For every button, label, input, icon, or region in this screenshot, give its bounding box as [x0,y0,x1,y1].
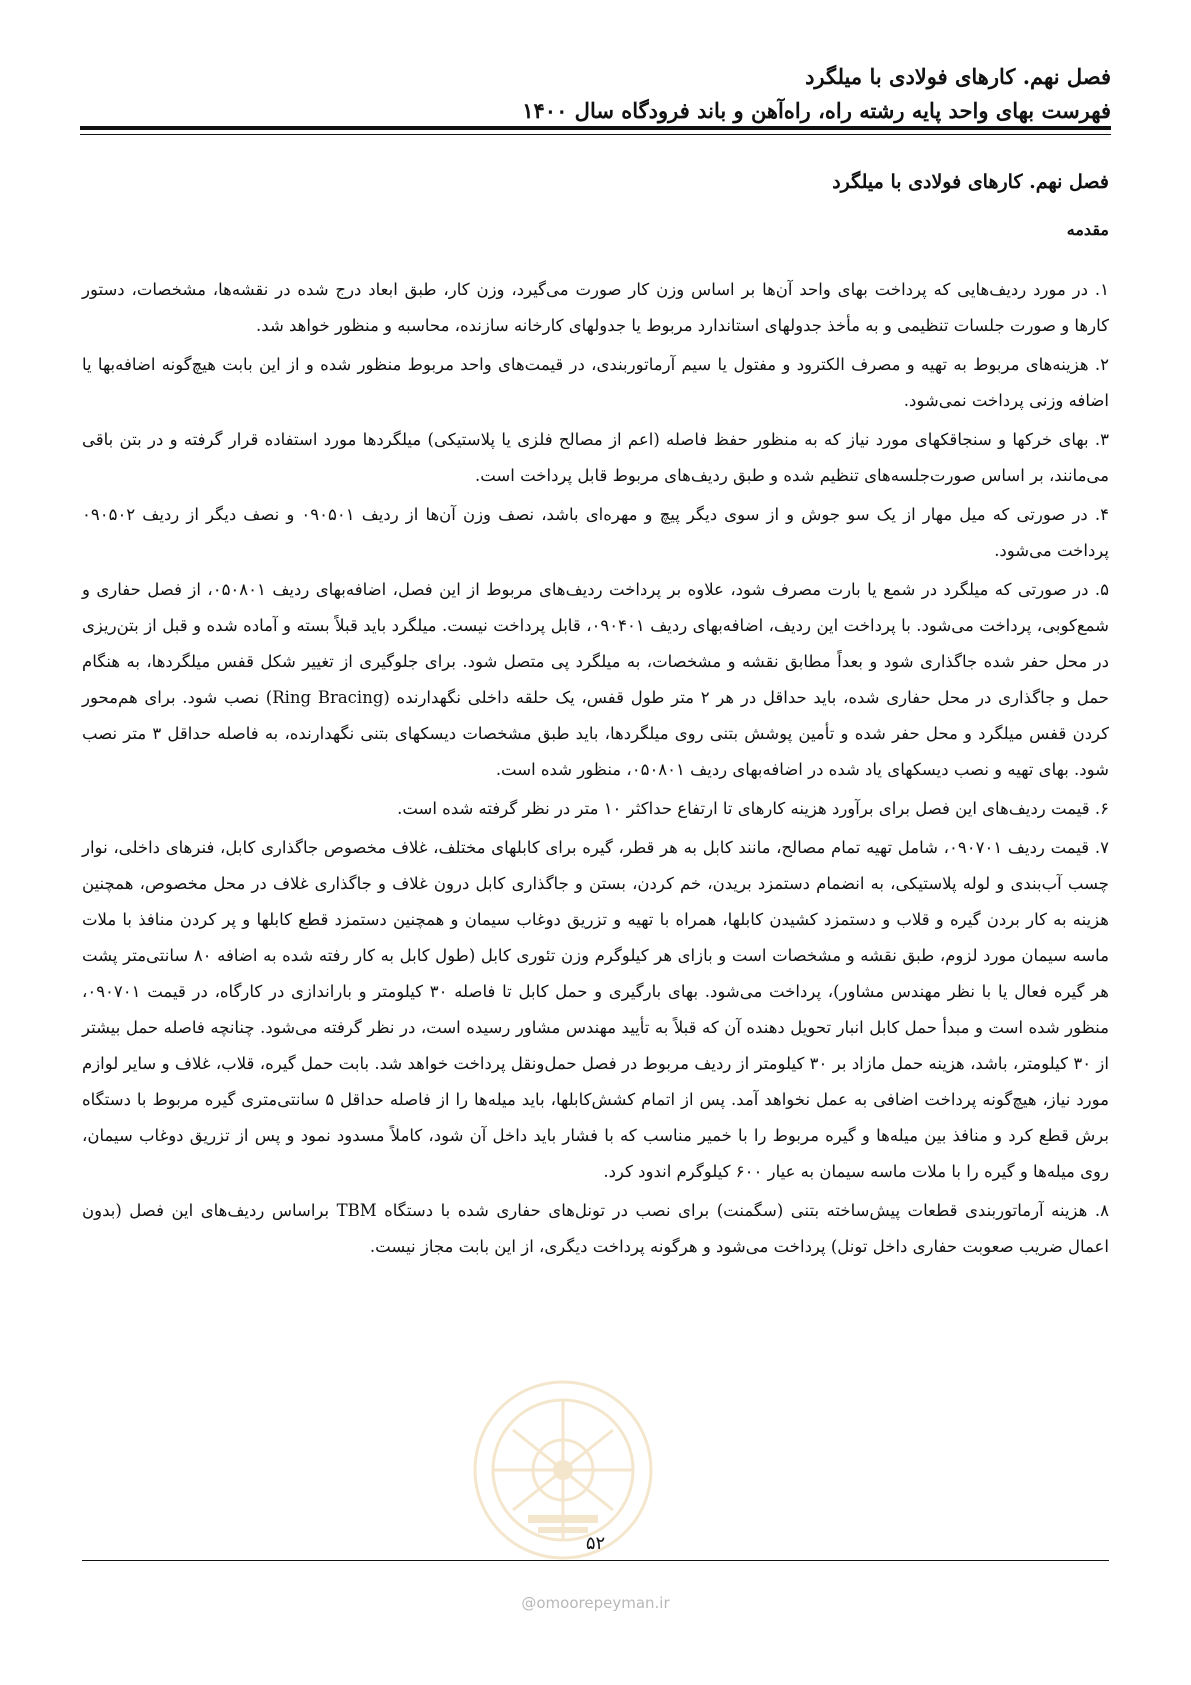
paragraph-6: ۶. قیمت ردیف‌های این فصل برای برآورد هزینه کارهای تا ارتفاع حداکثر ۱۰ متر در نظر گرفته شده است. [397,799,1109,818]
paragraph-7: ۷. قیمت ردیف ۰۹۰۷۰۱، شامل تهیه تمام مصالح، مانند کابل به هر قطر، گیره برای کابلهای مختلف، غلاف مخصوص جاگذاری کابل، فنرهای داخلی، نوار چسب آب‌بندی و لوله پلاستیکی، به انضمام دستمزد بریدن، خم کردن، بستن و جاگذاری کابل درون غلاف و جاگذاری غلاف در محل مخصوص، همچنین هزینه به کار بردن گیره و قلاب و دستمزد کشیدن کابلها، همراه با تهیه و تزریق دوغاب سیمان و همچنین دستمزد قطع کابلها و پر کردن منافذ با ملات ماسه سیمان مورد لزوم، طبق نقشه و مشخصات است و بازای هر کیلوگرم وزن تئوری کابل (طول کابل به کار رفته شده به اضافه ۸۰ سانتی‌متر پشت هر گیره فعال یا با نظر مهندس مشاور)، پرداخت می‌شود. بهای بارگیری و حمل کابل تا فاصله ۳۰ کیلومتر و باراندازی در کارگاه، در قیمت ۰۹۰۷۰۱، منظور شده است و مبدأ حمل کابل انبار تحویل دهنده آن که قبلاً به تأیید مهندس مشاور رسیده است، در نظر گرفته می‌شود. چنانچه فاصله حمل بیشتر از ۳۰ کیلومتر، باشد، هزینه حمل مازاد بر ۳۰ کیلومتر از ردیف مربوط در فصل حمل‌ونقل پرداخت خواهد شد. بابت حمل گیره، قلاب، غلاف و سایر لوازم مورد نیاز، هیچ‌گونه پرداخت اضافی به عمل نخواهد آمد. پس از اتمام کشش‌کابلها، باید میله‌ها را از فاصله حداقل ۵ سانتی‌متری گیره مربوط با دستگاه برش قطع کرد و منافذ بین میله‌ها و گیره مربوط را با خمیر مناسب که با فشار باید داخل آن شود، کاملاً مسدود نمود و پس از تزریق دوغاب سیمان، روی میله‌ها و گیره را با ملات ماسه سیمان به عیار ۶۰۰ کیلوگرم اندود کرد. [82,838,1110,1181]
page-number: ۵۲ [585,1533,606,1554]
paragraph-4: ۴. در صورتی که میل مهار از یک سو جوش و از سوی دیگر پیچ و مهره‌ای باشد، نصف وزن آن‌ها از ردیف ۰۹۰۵۰۱ و نصف دیگر از ردیف ۰۹۰۵۰۲ پرداخت می‌شود. [82,505,1109,560]
footer-rule [82,1560,1109,1561]
paragraph-1: ۱. در مورد ردیف‌هایی که پرداخت بهای واحد آن‌ها بر اساس وزن کار صورت می‌گیرد، وزن کار، طبق ابعاد درج شده در نقشه‌ها، مشخصات، دستور کارها و صورت جلسات تنظیمی و به مأخذ جدولهای استاندارد مربوط یا جدولهای کارخانه سازنده، محاسبه و منظور خواهد شد. [82,280,1109,335]
chapter-title: فصل نهم. کارهای فولادی با میلگرد [832,171,1109,193]
intro-heading: مقدمه [1066,220,1109,239]
header-document-title: فهرست بهای واحد پایه رشته راه، راه‌آهن و باند فرودگاه سال ۱۴۰۰ [522,98,1111,123]
header-rule-thin [80,134,1111,135]
paragraph-8: ۸. هزینه آرماتوربندی قطعات پیش‌ساخته بتنی (سگمنت) برای نصب در تونل‌های حفاری شده با دستگاه TBM براساس ردیف‌های این فصل (بدون اعمال ضریب صعوبت حفاری داخل تونل) پرداخت می‌شود و هرگونه پرداخت دیگری، از این بابت مجاز نیست. [82,1201,1109,1256]
main-content [82,168,1109,1268]
paragraph-5: ۵. در صورتی که میلگرد در شمع یا بارت مصرف شود، علاوه بر پرداخت ردیف‌های مربوط از این فصل، اضافه‌بهای ردیف ۰۵۰۸۰۱، از فصل حفاری و شمع‌کوبی، پرداخت می‌شود. با پرداخت این ردیف، اضافه‌بهای ردیف ۰۹۰۴۰۱، قابل پرداخت نیست. میلگرد باید قبلاً بسته و آماده شده و قبل از بتن‌ریزی در محل حفر شده جاگذاری شود و بعداً مطابق نقشه و مشخصات، به میلگرد پی متصل شود. برای جلوگیری از تغییر شکل قفس میلگردها، به هنگام حمل و جاگذاری در محل حفاری شده، باید حداقل در هر ۲ متر طول قفس، یک حلقه داخلی نگهدارنده (Ring Bracing) نصب شود. برای هم‌محور کردن قفس میلگرد و محل حفر شده و تأمین پوشش بتنی روی میلگردها، باید طبق مشخصات دیسکهای بتنی نگهدارنده، به فاصله حداقل ۳ متر نصب شود. بهای تهیه و نصب دیسکهای یاد شده در اضافه‌بهای ردیف ۰۵۰۸۰۱، منظور شده است. [82,580,1110,779]
site-credit: @omoorepeyman.ir [521,1594,670,1612]
header-chapter-title: فصل نهم. کارهای فولادی با میلگرد [805,64,1111,89]
header-rule-thick [80,126,1111,130]
paragraph-3: ۳. بهای خرکها و سنجاقکهای مورد نیاز که به منظور حفظ فاصله (اعم از مصالح فلزی یا پلاستیکی) میلگردها مورد استفاده قرار گرفته و در بتن باقی می‌مانند، بر اساس صورت‌جلسه‌های تنظیم شده و طبق ردیف‌های مربوط قابل پرداخت است. [82,430,1109,485]
running-header [80,60,1111,128]
paragraph-2: ۲. هزینه‌های مربوط به تهیه و مصرف الکترود و مفتول یا سیم آرماتوربندی، در قیمت‌های واحد مربوط منظور شده و از این بابت هیچ‌گونه اضافه‌بها یا اضافه وزنی پرداخت نمی‌شود. [82,355,1109,410]
